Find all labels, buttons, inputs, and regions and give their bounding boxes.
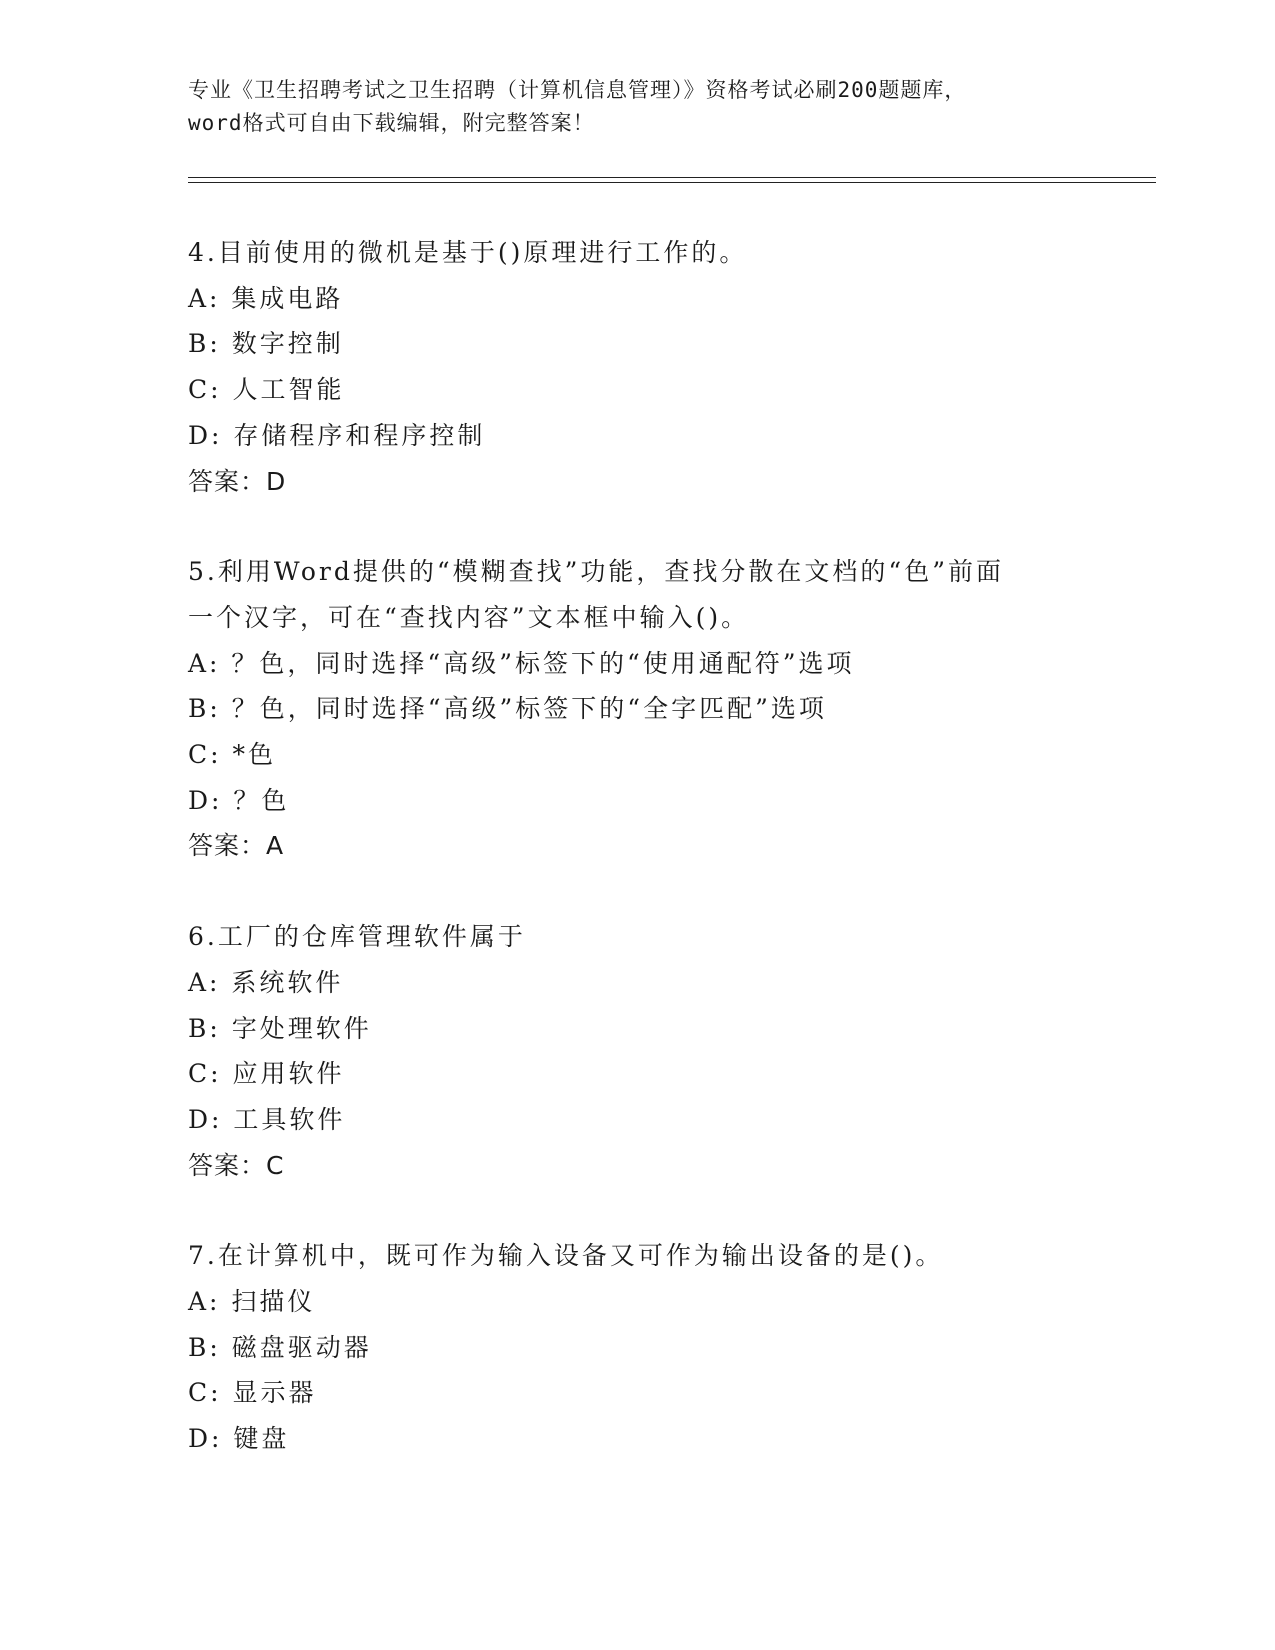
- option-c: C: 显示器: [188, 1378, 317, 1408]
- header-line-2: word格式可自由下载编辑，附完整答案！: [188, 111, 595, 135]
- question-5: [188, 549, 1188, 869]
- option-b: B: 磁盘驱动器: [188, 1332, 372, 1362]
- option-d: D: 存储程序和程序控制: [188, 420, 486, 450]
- option-d: D: 键盘: [188, 1424, 290, 1454]
- option-d: D: ？色: [188, 785, 290, 815]
- header-divider-bottom: [188, 182, 1156, 183]
- question-stem-continued: 一个汉字，可在“查找内容”文本框中输入()。: [188, 602, 750, 632]
- answer-line: 答案：C: [188, 1150, 285, 1180]
- option-b: B: ？色，同时选择“高级”标签下的“全字匹配”选项: [188, 694, 827, 724]
- question-list: [188, 230, 1188, 1507]
- option-b: B: 字处理软件: [188, 1013, 372, 1043]
- option-a: A: ？色，同时选择“高级”标签下的“使用通配符”选项: [188, 648, 855, 678]
- option-c: C: *色: [188, 740, 276, 770]
- document-header: [188, 74, 1088, 140]
- option-d: D: 工具软件: [188, 1104, 346, 1134]
- option-c: C: 人工智能: [188, 375, 345, 405]
- option-a: A: 集成电路: [188, 283, 344, 313]
- question-7: [188, 1233, 1188, 1462]
- option-b: B: 数字控制: [188, 329, 344, 359]
- option-a: A: 系统软件: [188, 967, 344, 997]
- question-6: [188, 914, 1188, 1188]
- answer-line: 答案：D: [188, 466, 287, 496]
- question-4: [188, 230, 1188, 504]
- header-line-1: 专业《卫生招聘考试之卫生招聘（计算机信息管理）》资格考试必刷200题题库，: [188, 78, 967, 102]
- option-a: A: 扫描仪: [188, 1287, 316, 1317]
- option-c: C: 应用软件: [188, 1059, 345, 1089]
- answer-line: 答案：A: [188, 831, 285, 861]
- question-stem: 7.在计算机中，既可作为输入设备又可作为输出设备的是()。: [188, 1241, 944, 1271]
- question-stem: 6.工厂的仓库管理软件属于: [188, 922, 526, 952]
- question-stem: 4.目前使用的微机是基于()原理进行工作的。: [188, 238, 748, 267]
- header-divider-top: [188, 177, 1156, 178]
- question-stem: 5.利用Word提供的“模糊查找”功能，查找分散在文档的“色”前面: [188, 557, 1004, 587]
